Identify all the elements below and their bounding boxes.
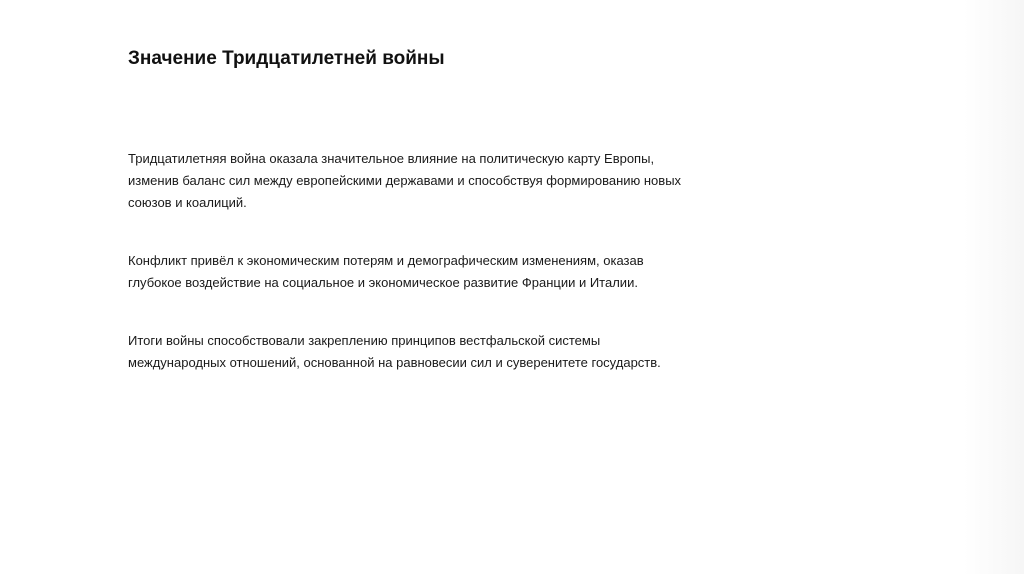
paragraph-westphalian-system: Итоги войны способствовали закреплению принципов вестфальской системы международных отношений, основанной на равновесии сил и суверенитете государств.	[128, 333, 661, 370]
paragraph-political-map: Тридцатилетняя война оказала значительное влияние на политическую карту Европы, изменив баланс сил между европейскими державами и способствуя формированию новых союзов и коалиций.	[128, 151, 682, 210]
paragraph-economic-losses: Конфликт привёл к экономическим потерям и демографическим изменениям, оказав глубокое воздействие на социальное и экономическое развитие Франции и Италии.	[128, 253, 644, 290]
edge-shadow	[964, 0, 1024, 574]
slide-title: Значение Тридцатилетней войны	[128, 48, 445, 69]
